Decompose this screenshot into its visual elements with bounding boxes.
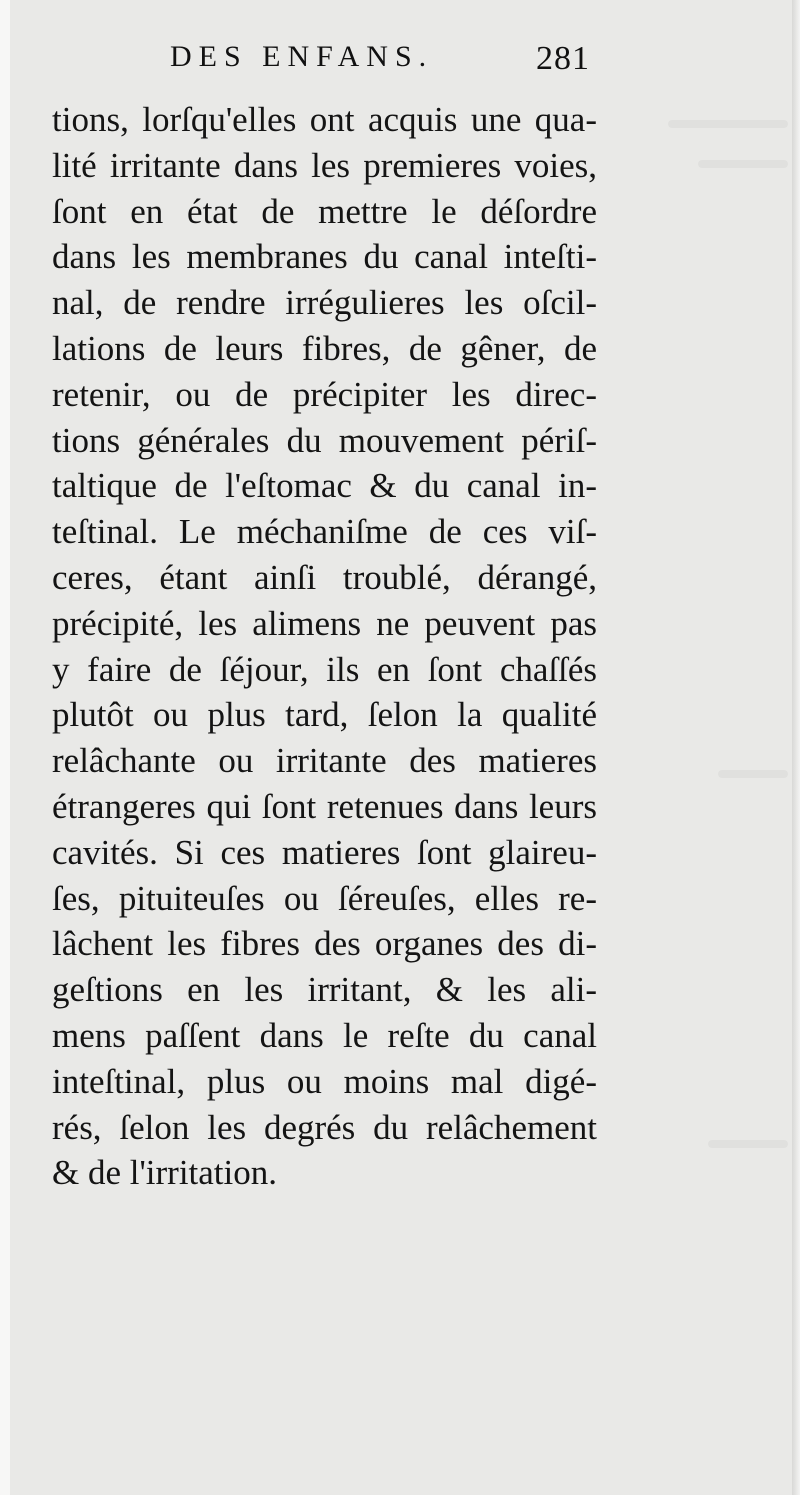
show-through-mark [668, 120, 788, 128]
text-line: plutôt ou plus tard, ſelon la qualité [52, 695, 597, 735]
text-line: & de l'irritation. [52, 1153, 278, 1193]
text-line: tions générales du mouvement périſ- [52, 420, 597, 460]
text-line: lations de leurs fibres, de gêner, de [52, 328, 597, 368]
page-gutter-edge [792, 0, 800, 1495]
text-line: y faire de ſéjour, ils en ſont chaſſés [52, 649, 597, 689]
text-line: ſont en état de mettre le déſordre [52, 191, 597, 231]
running-head [170, 40, 590, 90]
text-line: ſes, pituiteuſes ou ſéreuſes, elles re- [52, 878, 597, 918]
text-line: ceres, étant ainſi troublé, dérangé, [52, 557, 597, 597]
text-line: cavités. Si ces matieres ſont glaireu- [52, 832, 597, 872]
show-through-mark [718, 770, 788, 778]
running-title: DES ENFANS. [170, 40, 434, 73]
text-line: relâchante ou irritante des matieres [52, 741, 597, 781]
text-line: nal, de rendre irrégulieres les oſcil- [52, 283, 597, 323]
text-line: tions, lorſqu'elles ont acquis une qua- [52, 100, 597, 139]
text-line: précipité, les alimens ne peuvent pas [52, 603, 597, 643]
show-through-mark [708, 1140, 788, 1148]
text-line: inteſtinal, plus ou moins mal digé- [52, 1061, 597, 1101]
page-left-margin [0, 0, 10, 1495]
show-through-mark [698, 160, 788, 168]
text-line: dans les membranes du canal inteſti- [52, 237, 597, 277]
text-line: mens paſſent dans le reſte du canal [52, 1015, 597, 1055]
body-text [52, 97, 597, 1196]
text-line: geſtions en les irritant, & les ali- [52, 970, 597, 1010]
text-line: lâchent les fibres des organes des di- [52, 924, 597, 964]
text-line: taltique de l'eſtomac & du canal in- [52, 466, 597, 506]
text-line: teſtinal. Le méchaniſme de ces viſ- [52, 512, 597, 552]
text-line: lité irritante dans les premieres voies, [52, 145, 597, 185]
page-number: 281 [536, 40, 590, 77]
text-line: étrangeres qui ſont retenues dans leurs [52, 786, 597, 826]
text-line: retenir, ou de précipiter les direc- [52, 374, 597, 414]
text-line: rés, ſelon les degrés du relâchement [52, 1107, 597, 1147]
